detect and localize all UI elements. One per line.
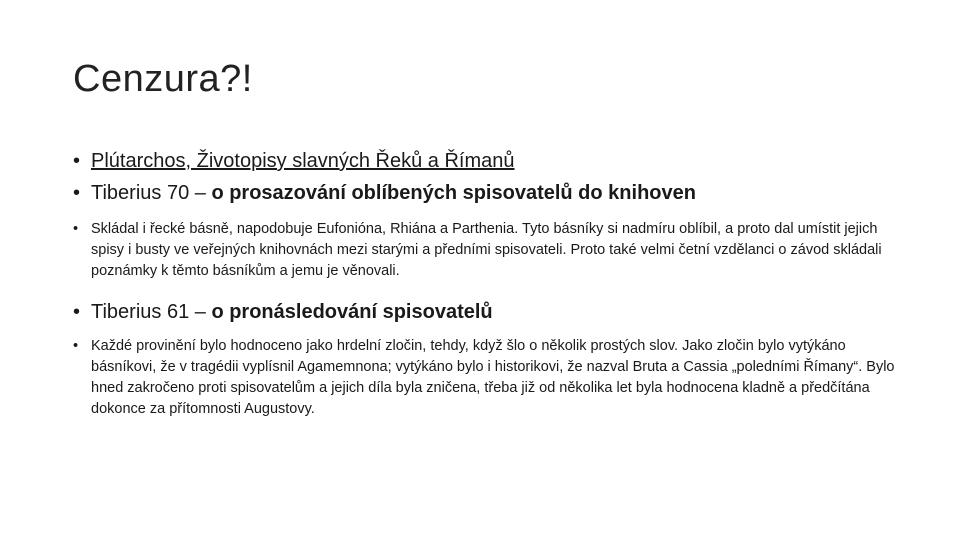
bullet-item-plutarchos — [73, 145, 903, 177]
tiberius-61-heading: o pronásledování spisovatelů — [211, 301, 493, 323]
slide-content — [73, 145, 903, 420]
bullet-icon: • — [73, 301, 81, 323]
bullet-item-tiberius-70 — [73, 177, 903, 209]
bullet-icon: • — [73, 182, 81, 204]
bullet-item-tiberius-61-text — [73, 336, 903, 420]
tiberius-70-prefix: Tiberius 70 – — [91, 182, 212, 204]
bullet-icon: • — [73, 150, 81, 172]
bullet-item-tiberius-61 — [73, 296, 903, 328]
tiberius-61-prefix: Tiberius 61 – — [91, 301, 212, 323]
plutarchos-link[interactable]: Plútarchos, Životopisy slavných Řeků a Římanů — [91, 150, 515, 172]
slide-title: Cenzura?! — [73, 58, 253, 100]
tiberius-70-heading: o prosazování oblíbených spisovatelů do knihoven — [211, 182, 696, 204]
bullet-icon: • — [73, 338, 79, 354]
bullet-item-tiberius-70-text — [73, 219, 903, 282]
tiberius-70-text: Skládal i řecké básně, napodobuje Eufonióna, Rhiána a Parthenia. Tyto básníky si nadmíru oblíbil, a proto dal umístit jejich spisy i busty ve veřejných knihovnách mezi starými a předními spisovateli. Proto také velmi četní vzdělanci o závod skládali poznámky k těmto básníkům a jemu je věnovali. — [91, 221, 882, 279]
bullet-icon: • — [73, 221, 79, 237]
tiberius-61-text: Každé provinění bylo hodnoceno jako hrdelní zločin, tehdy, když šlo o několik prostých slov. Jako zločin bylo vytýkáno básníkovi, že v tragédii vyplísnil Agamemnona; vytýkáno bylo i historikovi, že nazval Bruta a Cassia „poledními Římany“. Bylo hned zakročeno proti spisovatelům a jejich díla byla zničena, třeba již od několika let byla hodnocena kladně a předčítána dokonce za přítomnosti Augustovy. — [91, 338, 895, 417]
